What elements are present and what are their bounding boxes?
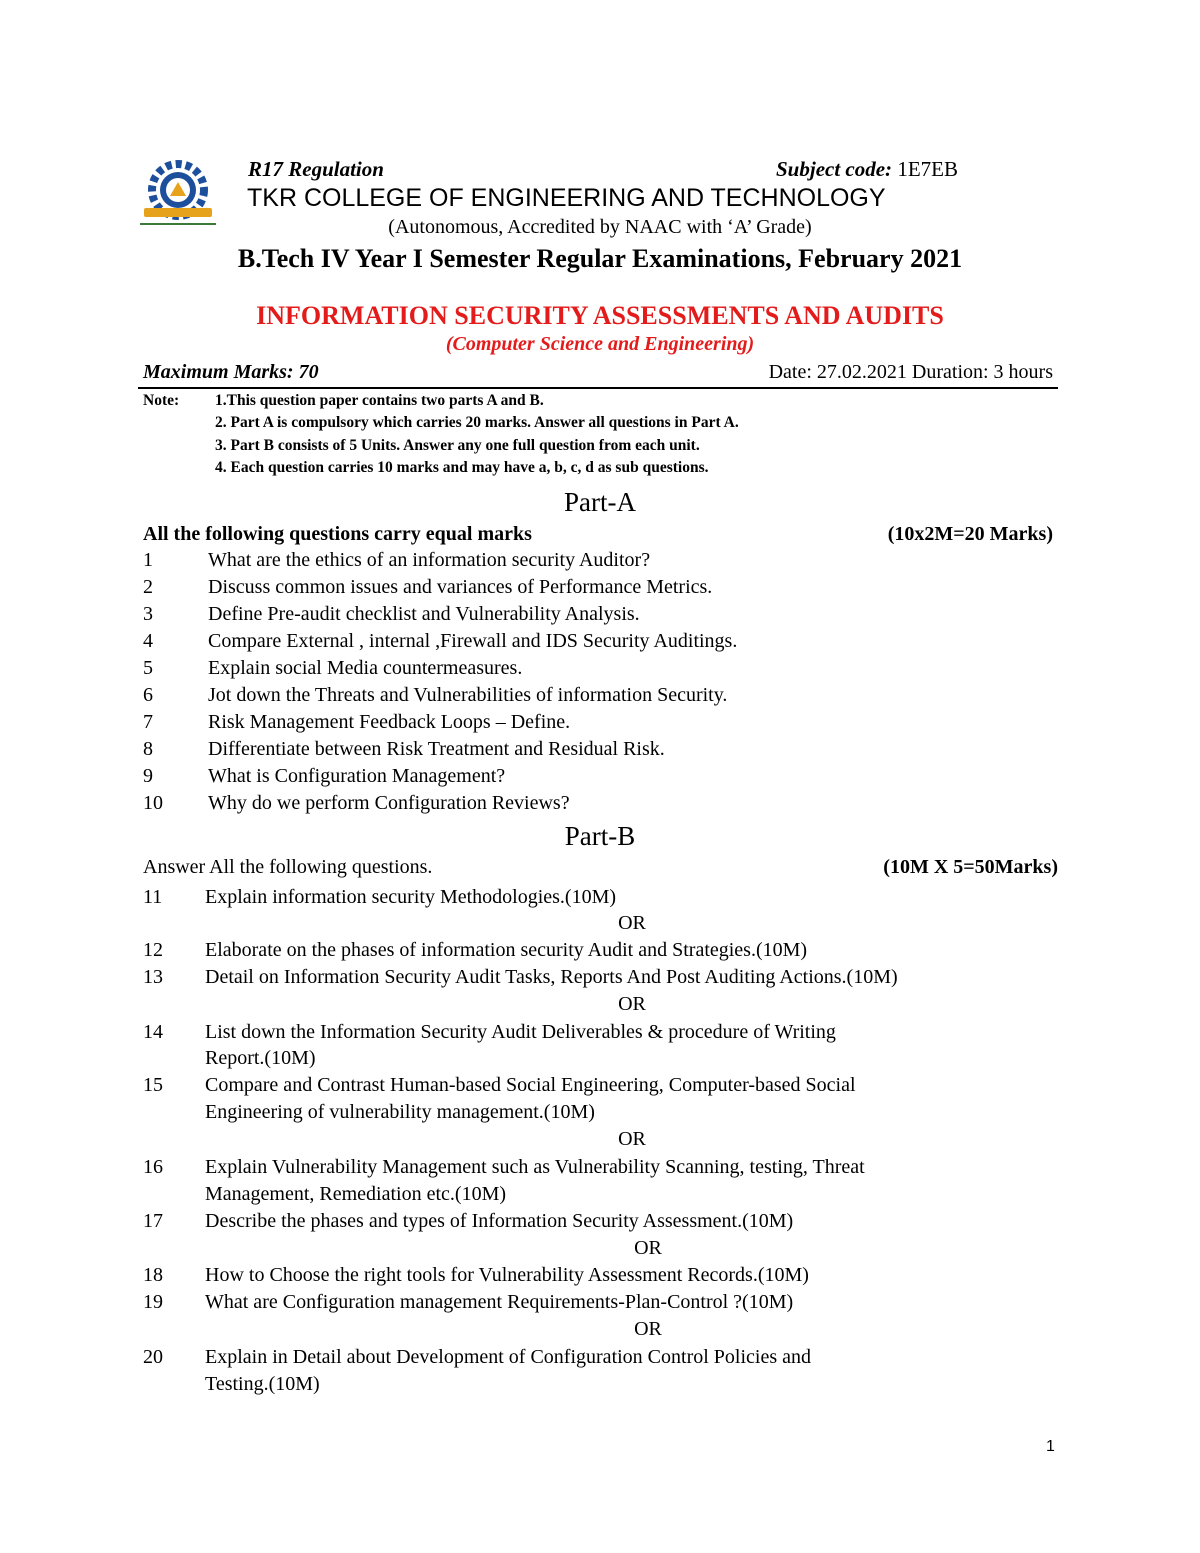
or-separator: OR — [634, 1237, 662, 1259]
question-text: Explain in Detail about Development of Configuration Control Policies and — [205, 1346, 811, 1368]
page-number: 1 — [1046, 1438, 1055, 1455]
question-number: 1 — [143, 549, 153, 571]
question-number: 2 — [143, 576, 153, 598]
question-text-continued: Testing.(10M) — [205, 1373, 320, 1395]
question-text: How to Choose the right tools for Vulnerability Assessment Records.(10M) — [205, 1264, 809, 1286]
question-text-continued: Engineering of vulnerability management.(10M) — [205, 1101, 595, 1123]
question-number: 9 — [143, 765, 153, 787]
question-number: 3 — [143, 603, 153, 625]
question-number: 20 — [143, 1346, 163, 1368]
part-b-instruction: Answer All the following questions. — [143, 856, 433, 878]
question-text: Differentiate between Risk Treatment and Residual Risk. — [208, 738, 665, 760]
part-a-marks: (10x2M=20 Marks) — [887, 523, 1053, 545]
part-b-title: Part-B — [564, 821, 636, 851]
note-label: Note: — [143, 392, 180, 409]
question-text: Define Pre-audit checklist and Vulnerability Analysis. — [208, 603, 640, 625]
question-text: Explain Vulnerability Management such as Vulnerability Scanning, testing, Threat — [205, 1156, 865, 1178]
question-text: Why do we perform Configuration Reviews? — [208, 792, 570, 814]
question-text: Risk Management Feedback Loops – Define. — [208, 711, 571, 733]
question-text: Compare External , internal ,Firewall and IDS Security Auditings. — [208, 630, 738, 652]
header-divider — [138, 387, 1058, 389]
question-text: Elaborate on the phases of information security Audit and Strategies.(10M) — [205, 939, 808, 961]
part-a-instruction: All the following questions carry equal marks — [143, 523, 532, 545]
subject-code — [776, 157, 958, 182]
question-text: Detail on Information Security Audit Tasks, Reports And Post Auditing Actions.(10M) — [205, 966, 898, 988]
question-number: 12 — [143, 939, 163, 961]
question-number: 4 — [143, 630, 153, 652]
max-marks: Maximum Marks: 70 — [143, 361, 319, 383]
regulation-text: R17 Regulation — [248, 157, 384, 181]
question-number: 8 — [143, 738, 153, 760]
subject-title: INFORMATION SECURITY ASSESSMENTS AND AUDITS — [256, 301, 944, 330]
regulation — [248, 157, 384, 182]
part-b-marks: (10M X 5=50Marks) — [883, 856, 1058, 878]
exam-title: B.Tech IV Year I Semester Regular Examinations, February 2021 — [237, 244, 963, 273]
subject-code-value: 1E7EB — [897, 157, 958, 181]
question-number: 11 — [143, 886, 163, 908]
question-text: Compare and Contrast Human-based Social Engineering, Computer-based Social — [205, 1074, 856, 1096]
question-number: 6 — [143, 684, 153, 706]
question-text-continued: Management, Remediation etc.(10M) — [205, 1183, 507, 1205]
note-item: 1.This question paper contains two parts A and B. — [215, 392, 544, 409]
question-number: 16 — [143, 1156, 163, 1178]
question-text: What is Configuration Management? — [208, 765, 506, 787]
question-number: 10 — [143, 792, 163, 814]
or-separator: OR — [618, 912, 646, 934]
question-number: 13 — [143, 966, 163, 988]
question-number: 7 — [143, 711, 153, 733]
question-text: Explain social Media countermeasures. — [208, 657, 523, 679]
note-item: 4. Each question carries 10 marks and may have a, b, c, d as sub questions. — [215, 459, 709, 476]
question-text: Explain information security Methodologies.(10M) — [205, 886, 617, 908]
question-number: 14 — [143, 1021, 163, 1043]
note-item: 3. Part B consists of 5 Units. Answer any one full question from each unit. — [215, 437, 700, 454]
question-text: Describe the phases and types of Information Security Assessment.(10M) — [205, 1210, 794, 1232]
department: (Computer Science and Engineering) — [445, 333, 755, 355]
question-number: 17 — [143, 1210, 163, 1232]
question-text: Discuss common issues and variances of Performance Metrics. — [208, 576, 713, 598]
question-text: Jot down the Threats and Vulnerabilities of information Security. — [208, 684, 728, 706]
or-separator: OR — [618, 1128, 646, 1150]
question-text: What are Configuration management Requirements-Plan-Control ?(10M) — [205, 1291, 794, 1313]
college-name: TKR COLLEGE OF ENGINEERING AND TECHNOLOGY — [247, 184, 886, 212]
date-duration: Date: 27.02.2021 Duration: 3 hours — [768, 361, 1053, 383]
question-text: What are the ethics of an information security Auditor? — [208, 549, 651, 571]
question-number: 18 — [143, 1264, 163, 1286]
note-item: 2. Part A is compulsory which carries 20 marks. Answer all questions in Part A. — [215, 414, 739, 431]
question-number: 19 — [143, 1291, 163, 1313]
question-number: 15 — [143, 1074, 163, 1096]
or-separator: OR — [618, 993, 646, 1015]
or-separator: OR — [634, 1318, 662, 1340]
question-text-continued: Report.(10M) — [205, 1047, 316, 1069]
question-number: 5 — [143, 657, 153, 679]
accreditation: (Autonomous, Accredited by NAAC with ‘A’ Grade) — [388, 216, 812, 238]
question-text: List down the Information Security Audit Deliverables & procedure of Writing — [205, 1021, 836, 1043]
part-a-title: Part-A — [564, 487, 636, 517]
subject-code-label: Subject code: — [776, 157, 893, 181]
